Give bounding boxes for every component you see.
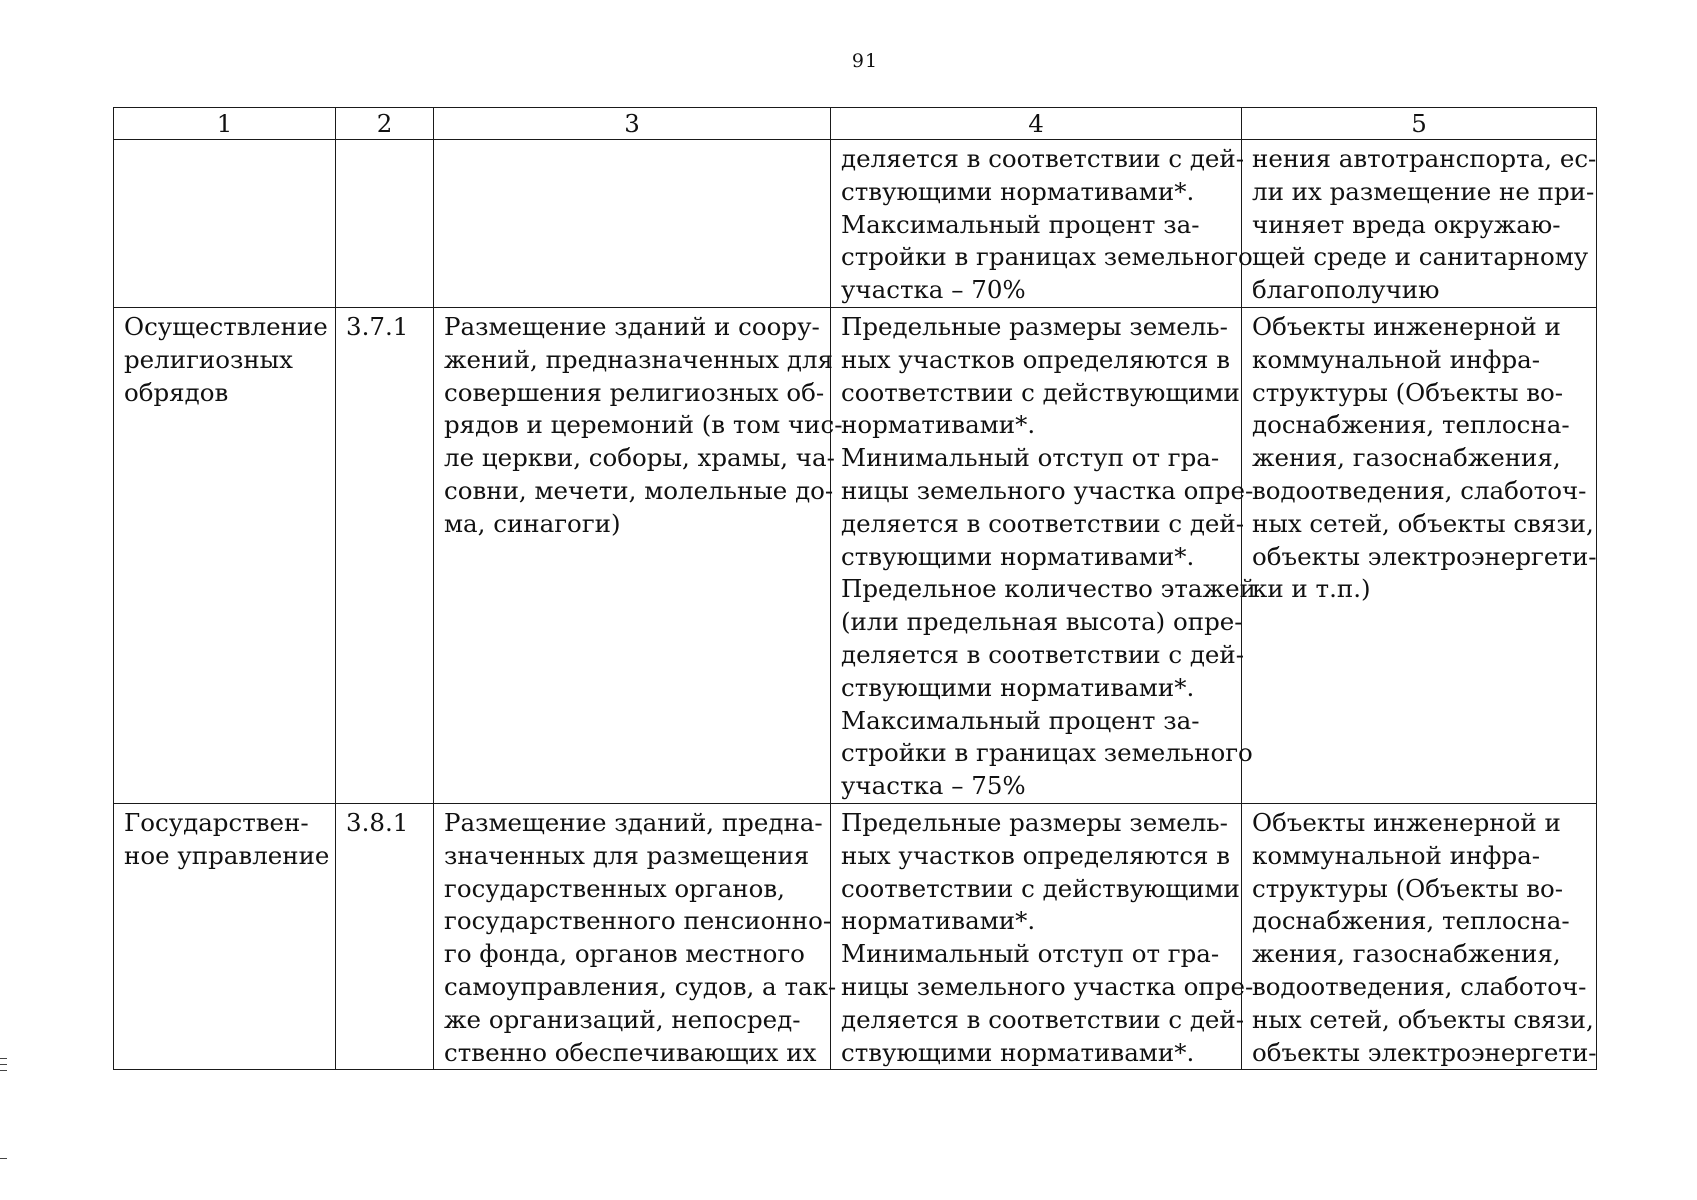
cell-text-line: (или предельная высота) опре- — [841, 607, 1243, 637]
cell-text-line: Минимальный отступ от гра- — [841, 443, 1220, 473]
code-cell — [336, 140, 434, 308]
cell-text-line: совни, мечети, молельные до- — [444, 475, 834, 505]
cell-text-line: коммунальной инфра- — [1252, 840, 1541, 870]
cell-text-line: самоуправления, судов, а так- — [444, 971, 837, 1001]
description-cell — [434, 307, 843, 803]
scan-margin-mark — [0, 1158, 7, 1159]
scan-margin-mark — [0, 1064, 7, 1065]
cell-text-line: го фонда, органов местного — [444, 939, 805, 969]
cell-text-line: ствующими нормативами*. — [841, 176, 1195, 206]
cell-text-line: ствующими нормативами*. — [841, 672, 1195, 702]
cell-text-line: структуры (Объекты во- — [1252, 873, 1564, 903]
cell-text-line: ма, синагоги) — [444, 508, 621, 538]
cell-text-line: Максимальный процент за- — [841, 705, 1200, 735]
cell-text-line: нормативами*. — [841, 906, 1036, 936]
cell-text-line: объекты электроэнергети- — [1252, 541, 1597, 571]
regulations-table — [113, 107, 1597, 1070]
cell-text-line: Государствен- — [124, 807, 309, 837]
cell-text-line: ных участков определяются в — [841, 840, 1231, 870]
cell-text-line: ки и т.п.) — [1252, 574, 1371, 604]
cell-text-line: водоотведения, слаботоч- — [1252, 475, 1587, 505]
cell-text-line: государственного пенсионно- — [444, 906, 832, 936]
column-header: 3 — [434, 108, 831, 140]
cell-text-line: стройки в границах земельного — [841, 242, 1253, 272]
cell-text-line: объекты электроэнергети- — [1252, 1037, 1597, 1067]
cell-text-line: ных сетей, объекты связи, — [1252, 508, 1594, 538]
cell-text-line: Максимальный процент за- — [841, 209, 1200, 239]
cell-text-line: обрядов — [124, 377, 229, 407]
cell-text-line: ли их размещение не при- — [1252, 176, 1595, 206]
cell-text-line: структуры (Объекты во- — [1252, 377, 1564, 407]
cell-text-line: Предельное количество этажей — [841, 574, 1256, 604]
cell-text-line: нормативами*. — [841, 410, 1036, 440]
auxiliary-objects-cell — [1242, 307, 1597, 803]
cell-text-line: ственно обеспечивающих их — [444, 1037, 817, 1067]
table-header-row — [114, 108, 1597, 140]
description-cell — [434, 140, 831, 308]
cell-text-line: Размещение зданий и соору- — [444, 311, 820, 341]
cell-text-line: ное управление — [124, 840, 330, 870]
cell-text-line: щей среде и санитарному — [1252, 242, 1589, 272]
cell-text-line: ницы земельного участка опре- — [841, 971, 1254, 1001]
column-header: 5 — [1242, 108, 1597, 140]
cell-text-line: коммунальной инфра- — [1252, 344, 1541, 374]
table-row — [114, 140, 1597, 308]
cell-text-line: деляется в соответствии с дей- — [841, 144, 1245, 173]
land-use-type-cell — [114, 140, 336, 308]
cell-text-line: ле церкви, соборы, храмы, ча- — [444, 443, 835, 473]
cell-text-line: доснабжения, теплосна- — [1252, 906, 1570, 936]
description-cell — [434, 803, 837, 1069]
code-cell — [336, 803, 434, 1069]
cell-text-line: участка – 75% — [841, 771, 1026, 801]
cell-text-line: доснабжения, теплосна- — [1252, 410, 1570, 440]
parameters-cell — [831, 803, 1254, 1069]
cell-text-line: ницы земельного участка опре- — [841, 475, 1254, 505]
parameters-cell — [831, 307, 1256, 803]
column-header: 4 — [831, 108, 1242, 140]
parameters-cell — [831, 140, 1253, 308]
cell-text-line: деляется в соответствии с дей- — [841, 639, 1245, 669]
cell-text-line: рядов и церемоний (в том чис- — [444, 410, 843, 440]
cell-text-line: ных участков определяются в — [841, 344, 1231, 374]
auxiliary-objects-cell — [1242, 803, 1597, 1069]
cell-text-line: жений, предназначенных для — [444, 344, 833, 374]
cell-text-line: совершения религиозных об- — [444, 377, 825, 407]
cell-text-line: Предельные размеры земель- — [841, 807, 1228, 837]
cell-text-line: деляется в соответствии с дей- — [841, 508, 1245, 538]
table-row — [114, 803, 1597, 1069]
scan-margin-mark — [0, 1058, 7, 1059]
cell-text-line: чиняет вреда окружаю- — [1252, 209, 1561, 239]
cell-text-line: жения, газоснабжения, — [1252, 939, 1561, 969]
cell-text-line: деляется в соответствии с дей- — [841, 1004, 1245, 1034]
cell-text-line: жения, газоснабжения, — [1252, 443, 1561, 473]
cell-text-line: стройки в границах земельного — [841, 738, 1253, 768]
cell-text-line: ствующими нормативами*. — [841, 1037, 1195, 1067]
auxiliary-objects-cell — [1242, 140, 1597, 308]
cell-text-line: нения автотранспорта, ес- — [1252, 144, 1597, 173]
cell-text-line: соответствии с действующими — [841, 377, 1240, 407]
cell-text-line: Предельные размеры земель- — [841, 311, 1228, 341]
cell-text-line: государственных органов, — [444, 873, 785, 903]
cell-text-line: же организаций, непосред- — [444, 1004, 801, 1034]
cell-text-line: Размещение зданий, предна- — [444, 807, 823, 837]
land-use-type-cell — [114, 803, 336, 1069]
cell-text-line: Объекты инженерной и — [1252, 311, 1561, 341]
cell-text-line: участка – 70% — [841, 275, 1026, 305]
code-cell — [336, 307, 434, 803]
cell-text-line: 3.7.1 — [346, 311, 409, 341]
cell-text-line: водоотведения, слаботоч- — [1252, 971, 1587, 1001]
column-header: 1 — [114, 108, 336, 140]
cell-text-line: ных сетей, объекты связи, — [1252, 1004, 1594, 1034]
cell-text-line: ствующими нормативами*. — [841, 541, 1195, 571]
table-row — [114, 307, 1597, 803]
cell-text-line: соответствии с действующими — [841, 873, 1240, 903]
cell-text-line: значенных для размещения — [444, 840, 810, 870]
page-number: 91 — [851, 50, 879, 72]
column-header: 2 — [336, 108, 434, 140]
cell-text-line: Объекты инженерной и — [1252, 807, 1561, 837]
cell-text-line: 3.8.1 — [346, 807, 409, 837]
cell-text-line: благополучию — [1252, 275, 1440, 305]
land-use-type-cell — [114, 307, 336, 803]
cell-text-line: религиозных — [124, 344, 293, 374]
cell-text-line: Осуществление — [124, 311, 328, 341]
scan-margin-mark — [0, 1070, 7, 1071]
cell-text-line: Минимальный отступ от гра- — [841, 939, 1220, 969]
